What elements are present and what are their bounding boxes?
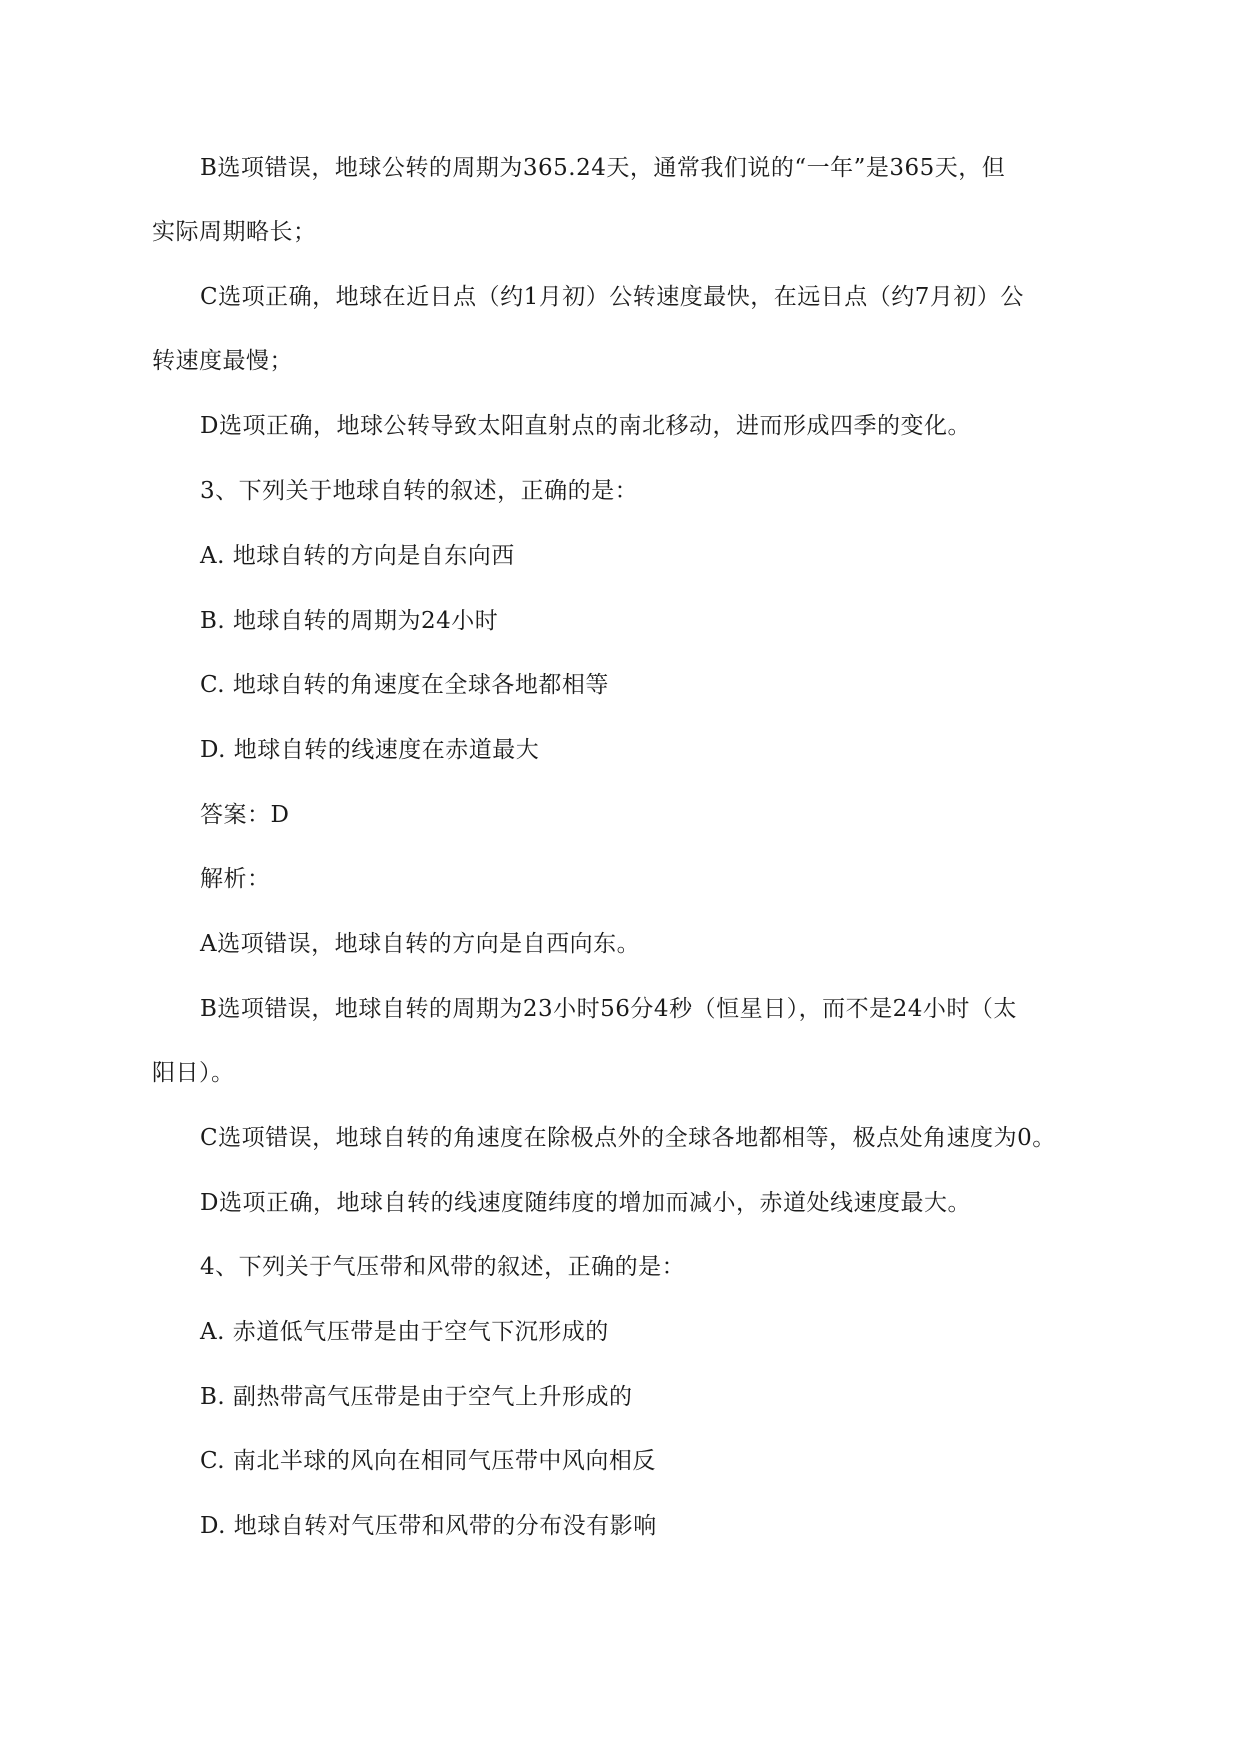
question-3-answer: 答案：D (200, 802, 290, 828)
text-line-option-d-analysis: D选项正确，地球公转导致太阳直射点的南北移动，进而形成四季的变化。 (200, 413, 971, 439)
text-line-option-b-analysis: B选项错误，地球公转的周期为365.24天，通常我们说的“一年”是365天，但 (200, 155, 1006, 181)
text-line-option-c-analysis: C选项错误，地球自转的角速度在除极点外的全球各地都相等，极点处角速度为0。 (200, 1125, 1056, 1151)
question-3-analysis-label: 解析： (200, 866, 271, 892)
question-3-option-d: D. 地球自转的线速度在赤道最大 (200, 737, 540, 763)
text-line-option-d-analysis: D选项正确，地球自转的线速度随纬度的增加而减小，赤道处线速度最大。 (200, 1190, 971, 1216)
question-4-stem: 4、下列关于气压带和风带的叙述，正确的是： (200, 1254, 686, 1280)
question-3-option-c: C. 地球自转的角速度在全球各地都相等 (200, 672, 609, 698)
question-3-stem: 3、下列关于地球自转的叙述，正确的是： (200, 478, 639, 504)
text-line-continuation: 实际周期略长； (152, 219, 317, 245)
text-line-continuation: 转速度最慢； (152, 348, 293, 374)
question-3-option-b: B. 地球自转的周期为24小时 (200, 608, 499, 634)
text-line-option-c-analysis: C选项正确，地球在近日点（约1月初）公转速度最快，在远日点（约7月初）公 (200, 284, 1024, 310)
question-4-option-b: B. 副热带高气压带是由于空气上升形成的 (200, 1384, 633, 1410)
text-line-option-b-analysis: B选项错误，地球自转的周期为23小时56分4秒（恒星日），而不是24小时（太 (200, 996, 1017, 1022)
question-4-option-a: A. 赤道低气压带是由于空气下沉形成的 (200, 1319, 609, 1345)
text-line-option-a-analysis: A选项错误，地球自转的方向是自西向东。 (200, 931, 641, 957)
question-4-option-d: D. 地球自转对气压带和风带的分布没有影响 (200, 1513, 657, 1539)
text-line-continuation: 阳日）。 (152, 1060, 235, 1086)
question-4-option-c: C. 南北半球的风向在相同气压带中风向相反 (200, 1448, 656, 1474)
question-3-option-a: A. 地球自转的方向是自东向西 (200, 543, 515, 569)
